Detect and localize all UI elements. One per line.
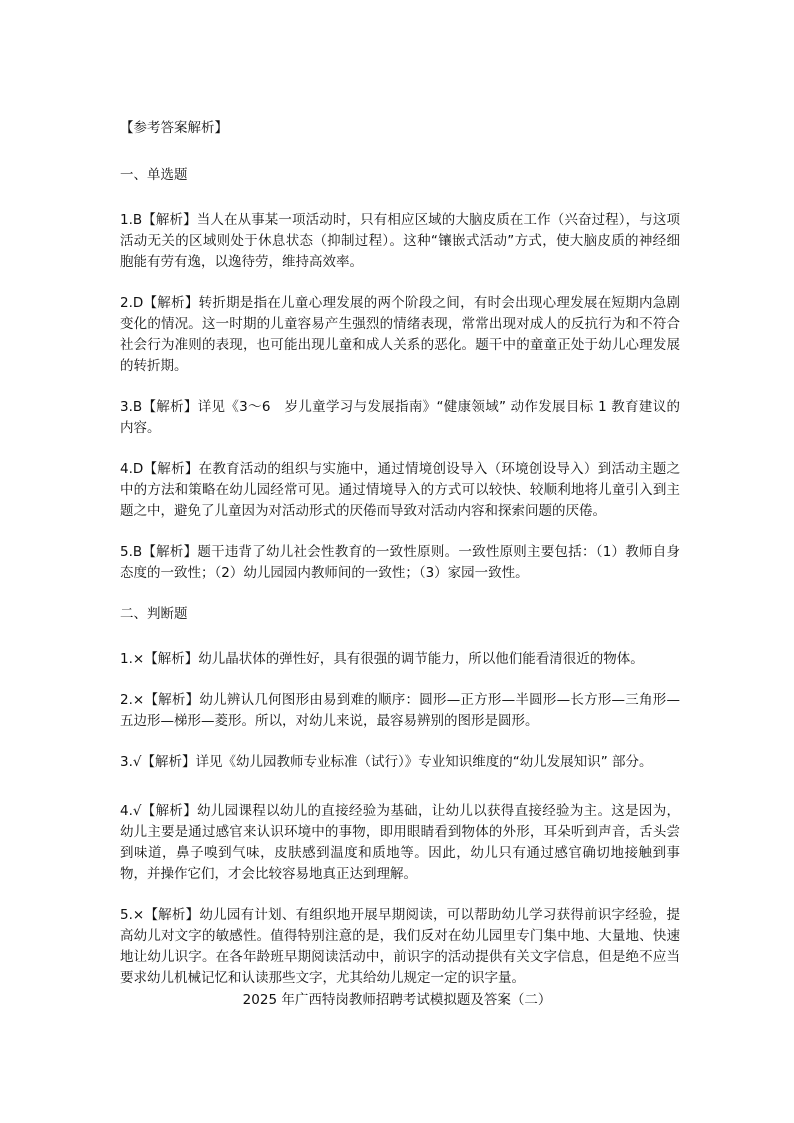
analysis-text: 幼儿园有计划、有组织地开展早期阅读，可以帮助幼儿学习获得前识字经验，提高幼儿对文字的敏感性。值得特别注意的是，我们反对在幼儿园里专门集中地、大量地、快速地让幼儿识字。在各年龄班早期阅读活动中，前识字的活动提供有关文字信息，但是绝不应当要求幼儿机械记忆和认读那些文字，尤其给幼儿规定一定的识字量。 <box>120 907 681 986</box>
item-number: 4.D <box>120 461 144 477</box>
item-number: 2.D <box>120 295 144 311</box>
item-number: 1.× <box>120 651 145 667</box>
analysis-label: 【解析】 <box>144 692 200 708</box>
analysis-label: 【解析】 <box>144 907 200 923</box>
single-choice-item-4 <box>120 459 680 522</box>
analysis-label: 【解析】 <box>141 803 198 819</box>
analysis-label: 【解析】 <box>142 544 198 560</box>
analysis-label: 【解析】 <box>142 399 198 415</box>
item-number: 5.× <box>120 907 145 923</box>
single-choice-item-1 <box>120 210 680 273</box>
analysis-label: 【解析】 <box>142 212 197 228</box>
analysis-text: 详见《3～6 岁儿童学习与发展指南》“健康领域” 动作发展目标 1 教育建议的内容。 <box>120 399 681 436</box>
answer-heading: 【参考答案解析】 <box>120 120 228 136</box>
analysis-label: 【解析】 <box>141 754 196 770</box>
item-number: 1.B <box>120 212 143 228</box>
analysis-text: 幼儿晶状体的弹性好，具有很强的调节能力，所以他们能看清很近的物体。 <box>198 651 644 667</box>
analysis-text: 幼儿辨认几何图形由易到难的顺序：圆形—正方形—半圆形—长方形—三角形—五边形—梯形—菱形。所以，对幼儿来说，最容易辨别的图形是圆形。 <box>120 692 681 729</box>
analysis-text: 幼儿园课程以幼儿的直接经验为基础，让幼儿以获得直接经验为主。这是因为，幼儿主要是通过感官来认识环境中的事物，即用眼睛看到物体的外形，耳朵听到声音，舌头尝到味道，鼻子嗅到气味，皮肤感到温度和质地等。因此，幼儿只有通过感官确切地接触到事物，并操作它们，才会比较容易地真正达到理解。 <box>120 803 681 882</box>
analysis-text: 在教育活动的组织与实施中，通过情境创设导入（环境创设导入）到活动主题之中的方法和策略在幼儿园经常可见。通过情境导入的方式可以较快、较顺利地将儿童引入到主题之中，避免了儿童因为对活动形式的厌倦而导致对活动内容和探索问题的厌倦。 <box>120 461 681 519</box>
section-true-false-title: 二、判断题 <box>120 606 188 622</box>
single-choice-item-5 <box>120 542 680 584</box>
item-number: 3.B <box>120 399 143 415</box>
true-false-item-1 <box>120 649 680 670</box>
analysis-text: 题干违背了幼儿社会性教育的一致性原则。一致性原则主要包括：（1）教师自身态度的一致性；（2）幼儿园园内教师间的一致性；（3）家园一致性。 <box>120 544 680 581</box>
true-false-item-4 <box>120 801 680 885</box>
item-number: 2.× <box>120 692 145 708</box>
answer-document <box>120 118 680 1009</box>
true-false-item-5 <box>120 905 680 989</box>
analysis-label: 【解析】 <box>143 295 199 311</box>
single-choice-item-3 <box>120 397 680 439</box>
item-number: 4.√ <box>120 803 142 819</box>
true-false-item-3 <box>120 752 680 773</box>
exam-title-footer: 2025 年广西特岗教师招聘考试模拟题及答案（二） <box>242 992 552 1008</box>
analysis-text: 详见《幼儿园教师专业标准（试行）》专业知识维度的“幼儿发展知识” 部分。 <box>195 754 653 770</box>
analysis-text: 当人在从事某一项活动时，只有相应区域的大脑皮质在工作（兴奋过程），与这项活动无关的区域则处于休息状态（抑制过程）。这种“镶嵌式活动”方式，使大脑皮质的神经细胞能有劳有逸，以逸待劳，维持高效率。 <box>120 212 681 270</box>
section-single-choice-title: 一、单选题 <box>120 167 188 183</box>
item-number: 3.√ <box>120 754 142 770</box>
single-choice-item-2 <box>120 293 680 377</box>
analysis-label: 【解析】 <box>143 461 199 477</box>
true-false-item-2 <box>120 690 680 732</box>
analysis-text: 转折期是指在儿童心理发展的两个阶段之间，有时会出现心理发展在短期内急剧变化的情况。这一时期的儿童容易产生强烈的情绪表现，常常出现对成人的反抗行为和不符合社会行为准则的表现，也可能出现儿童和成人关系的恶化。题干中的童童正处于幼儿心理发展的转折期。 <box>120 295 681 374</box>
item-number: 5.B <box>120 544 143 560</box>
analysis-label: 【解析】 <box>144 651 199 667</box>
